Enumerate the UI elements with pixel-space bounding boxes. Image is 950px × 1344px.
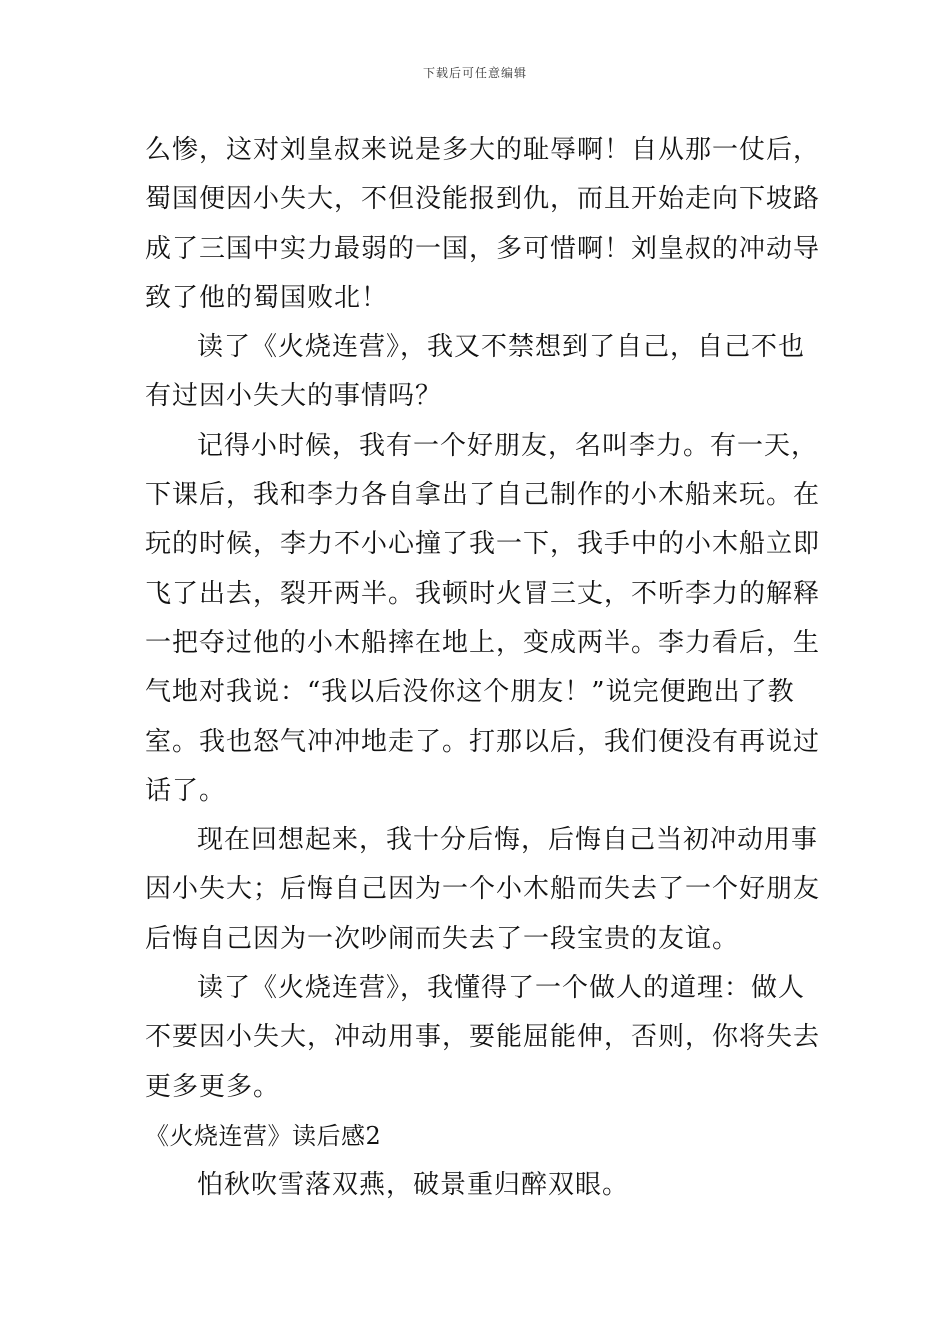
paragraph-first-line: 现在回想起来，我十分后悔，后悔自己当初冲动用事 — [197, 825, 819, 856]
text-line: 蜀国便因小失大，不但没能报到仇，而且开始走向下坡路 — [145, 184, 821, 215]
paragraph-first-line: 记得小时候，我有一个好朋友，名叫李力。有一天， — [197, 430, 819, 461]
text-line: 气地对我说：“我以后没你这个朋友！”说完便跑出了教 — [145, 677, 795, 708]
section-heading: 《火烧连营》读后感2 — [145, 1121, 382, 1150]
text-line: 下课后，我和李力各自拿出了自己制作的小木船来玩。在 — [145, 480, 821, 511]
paragraph-first-line: 读了《火烧连营》，我懂得了一个做人的道理：做人 — [197, 973, 806, 1004]
text-line: 更多更多。 — [145, 1071, 281, 1102]
document-body — [145, 126, 821, 1211]
text-line: 有过因小失大的事情吗？ — [145, 381, 443, 412]
text-line: 话了。 — [145, 775, 227, 806]
text-line: 成了三国中实力最弱的一国，多可惜啊！刘皇叔的冲动导 — [145, 233, 821, 264]
text-line: 一把夺过他的小木船摔在地上，变成两半。李力看后，生 — [145, 627, 821, 658]
text-line: 么惨，这对刘皇叔来说是多大的耻辱啊！自从那一仗后， — [145, 135, 821, 165]
paragraph-first-line: 读了《火烧连营》，我又不禁想到了自己，自己不也 — [197, 332, 806, 363]
paragraph-first-line: 怕秋吹雪落双燕，破景重归醉双眼。 — [197, 1170, 630, 1201]
text-line: 后悔自己因为一次吵闹而失去了一段宝贵的友谊。 — [145, 923, 740, 954]
page-header-note: 下载后可任意编辑 — [422, 66, 527, 80]
text-line: 致了他的蜀国败北！ — [145, 282, 389, 313]
text-line: 室。我也怒气冲冲地走了。打那以后，我们便没有再说过 — [145, 726, 821, 757]
text-line: 飞了出去，裂开两半。我顿时火冒三丈，不听李力的解释 — [145, 578, 821, 609]
text-line: 不要因小失大，冲动用事，要能屈能伸，否则，你将失去 — [145, 1022, 821, 1053]
text-line: 玩的时候，李力不小心撞了我一下，我手中的小木船立即 — [145, 529, 821, 560]
text-line: 因小失大；后悔自己因为一个小木船而失去了一个好朋友 — [145, 874, 821, 905]
